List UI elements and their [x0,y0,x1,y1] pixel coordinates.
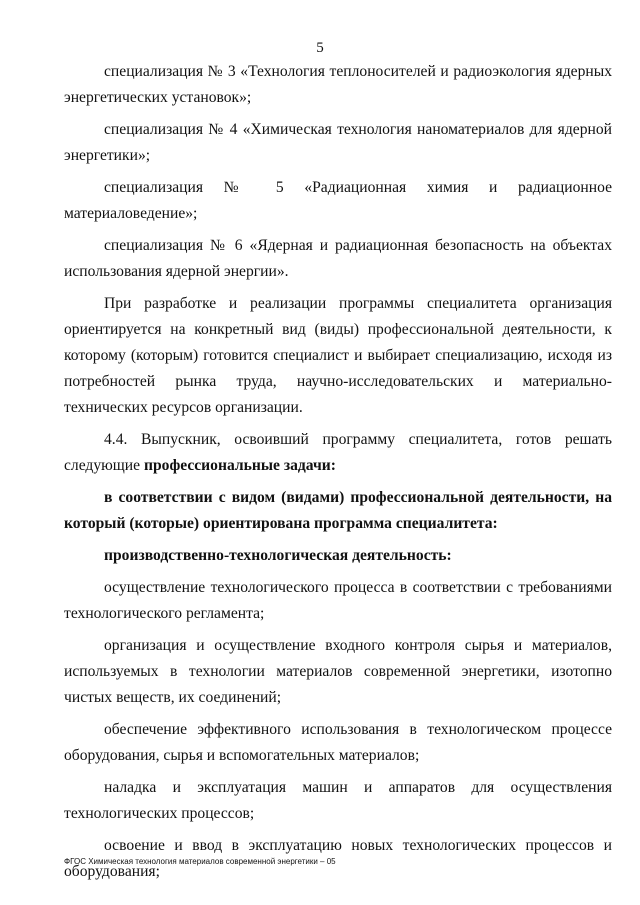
task-item: освоение и ввод в эксплуатацию новых технологических процессов и оборудования; [64,837,612,880]
document-body [64,59,612,891]
professional-tasks-label: профессиональные задачи: [143,457,336,474]
paragraph-specialization-5: специализация № 5 «Радиационная химия и радиационное материаловедение»; [64,179,612,222]
paragraph-4-4-text: 4.4. Выпускник, освоивший программу специалитета, готов решать следующие [64,431,612,474]
paragraph-specialization-3: специализация № 3 «Технология теплоносителей и радиоэкология ядерных энергетических установок»; [64,63,612,106]
paragraph-4-4 [64,427,612,479]
activity-type-heading: в соответствии с видом (видами) профессиональной деятельности, на который (которые) ориентирована программа специалитета: [64,489,612,532]
paragraph-specialization-4: специализация № 4 «Химическая технология наноматериалов для ядерной энергетики»; [64,121,612,164]
page-number: 5 [316,40,324,56]
task-item: наладка и эксплуатация машин и аппаратов для осуществления технологических процессов; [64,779,612,822]
paragraph-program-orientation: При разработке и реализации программы специалитета организация ориентируется на конкретный вид (виды) профессиональной деятельности, к которому (которым) готовится специалист и выбирает специализацию, исходя из потребностей рынка труда, научно-исследовательских и материально-технических ресурсов организации. [64,295,612,416]
task-item: организация и осуществление входного контроля сырья и материалов, используемых в технологии материалов современной энергетики, изотопно чистых веществ, их соединений; [64,637,612,706]
production-technological-heading: производственно-технологическая деятельность: [104,547,452,564]
page-footer: ФГОС Химическая технология материалов современной энергетики – 05 [64,857,336,866]
paragraph-specialization-6: специализация № 6 «Ядерная и радиационная безопасность на объектах использования ядерной энергии». [64,237,612,280]
task-item: обеспечение эффективного использования в технологическом процессе оборудования, сырья и вспомогательных материалов; [64,721,612,764]
task-item: осуществление технологического процесса в соответствии с требованиями технологического регламента; [64,579,612,622]
